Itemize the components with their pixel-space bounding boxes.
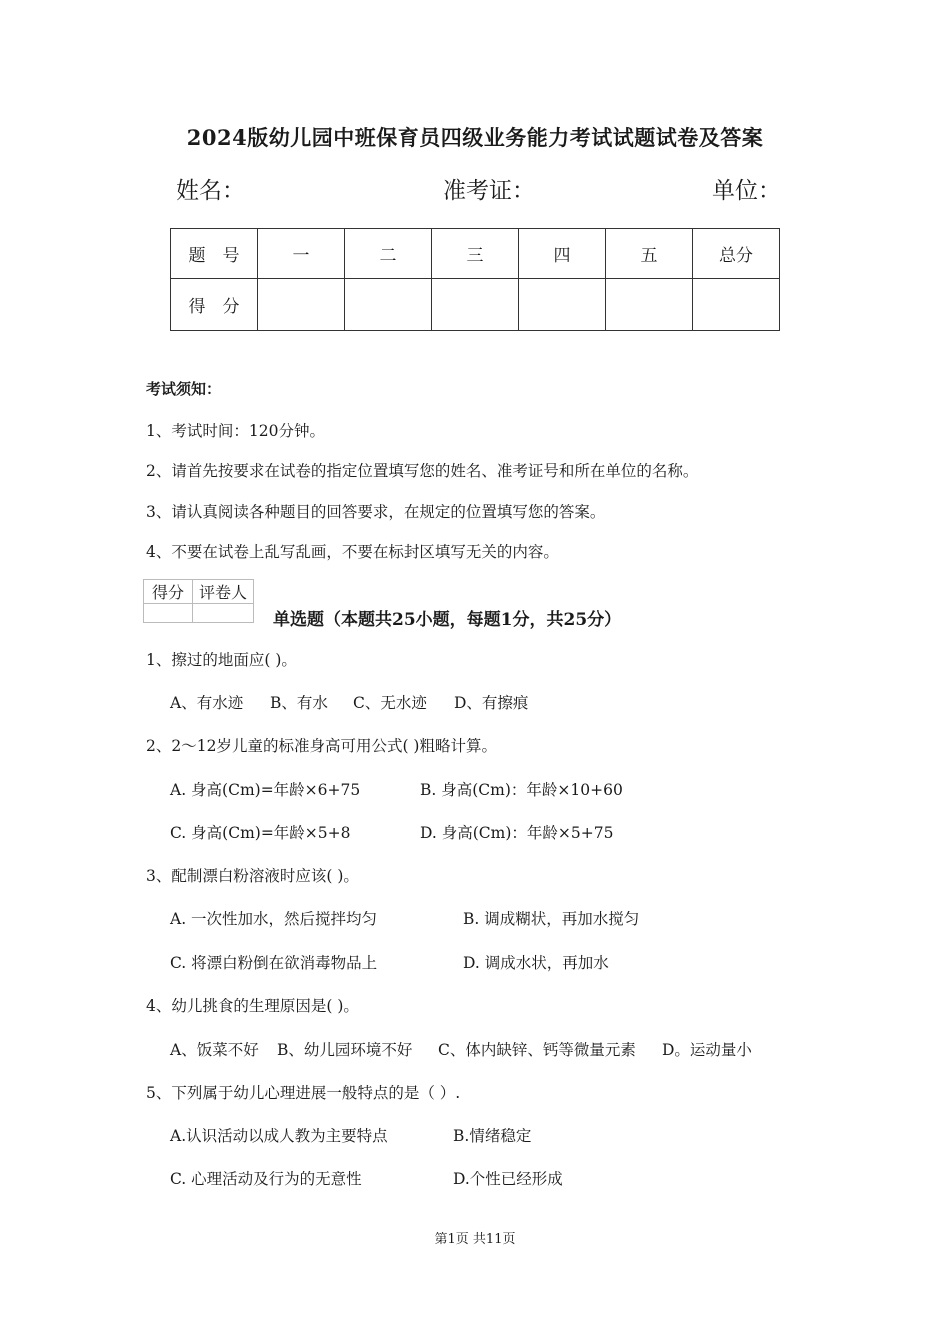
notice-item: 1、考试时间：120分钟。 [146,422,325,440]
score-header-cell: 二 [345,229,432,279]
option-text: A. 身高(Cm)=年龄×6+75 [170,781,361,799]
option-text: C、体内缺锌、钙等微量元素 [438,1041,636,1059]
option-text: C. 身高(Cm)=年龄×5+8 [170,824,351,842]
page-title: 2024版幼儿园中班保育员四级业务能力考试试题试卷及答案 [186,125,764,150]
question-text: 5、下列属于幼儿心理进展一般特点的是（ ）. [146,1084,461,1102]
option-text: C、无水迹 [353,694,427,712]
notice-heading: 考试须知： [146,380,222,398]
exam-id-field-label: 准考证： [443,178,535,204]
option-text: B、有水 [270,694,328,712]
option-text: A. 一次性加水，然后搅拌均匀 [170,910,378,928]
notice-item: 4、不要在试卷上乱写乱画，不要在标封区填写无关的内容。 [146,543,559,561]
score-header-cell: 三 [432,229,519,279]
option-text: A.认识活动以成人教为主要特点 [170,1127,388,1145]
option-text: D。运动量小 [662,1041,752,1059]
score-cell[interactable] [345,279,432,331]
score-cell[interactable] [258,279,345,331]
score-row-label: 得 分 [171,279,258,331]
grader-reviewer-label: 评卷人 [193,580,254,604]
score-cell[interactable] [432,279,519,331]
score-table-header-row [171,229,780,279]
score-header-cell: 四 [519,229,606,279]
score-table-score-row [171,279,780,331]
score-header-cell: 五 [606,229,693,279]
grader-box [143,579,254,623]
score-header-cell: 一 [258,229,345,279]
grader-reviewer-cell[interactable] [193,604,254,623]
question-text: 2、2～12岁儿童的标准身高可用公式( )粗略计算。 [146,737,497,755]
notice-item: 2、请首先按要求在试卷的指定位置填写您的姓名、准考证号和所在单位的名称。 [146,462,699,480]
option-text: B. 调成糊状，再加水搅匀 [463,910,640,928]
score-header-cell: 总分 [693,229,780,279]
section-title: 单选题（本题共25小题，每题1分，共25分） [273,610,622,630]
score-table [170,228,780,331]
option-text: D. 调成水状，再加水 [463,954,609,972]
option-text: C. 将漂白粉倒在欲消毒物品上 [170,954,378,972]
option-text: D、有擦痕 [454,694,529,712]
score-header-cell: 题 号 [171,229,258,279]
score-cell[interactable] [606,279,693,331]
notice-item: 3、请认真阅读各种题目的回答要求，在规定的位置填写您的答案。 [146,503,606,521]
name-field-label: 姓名： [176,178,245,204]
option-text: A、有水迹 [170,694,244,712]
question-text: 1、擦过的地面应( )。 [146,651,297,669]
option-text: D.个性已经形成 [453,1170,563,1188]
page-footer: 第1页 共11页 [434,1232,516,1247]
option-text: B、幼儿园环境不好 [277,1041,413,1059]
option-text: B.情绪稳定 [453,1127,532,1145]
question-text: 3、配制漂白粉溶液时应该( )。 [146,867,359,885]
unit-field-label: 单位： [712,178,781,204]
option-text: A、饭菜不好 [170,1041,259,1059]
option-text: D. 身高(Cm)：年龄×5+75 [420,824,614,842]
score-cell[interactable] [519,279,606,331]
question-text: 4、幼儿挑食的生理原因是( )。 [146,997,359,1015]
grader-score-cell[interactable] [144,604,193,623]
option-text: B. 身高(Cm)：年龄×10+60 [420,781,623,799]
score-cell[interactable] [693,279,780,331]
grader-score-label: 得分 [144,580,193,604]
option-text: C. 心理活动及行为的无意性 [170,1170,362,1188]
